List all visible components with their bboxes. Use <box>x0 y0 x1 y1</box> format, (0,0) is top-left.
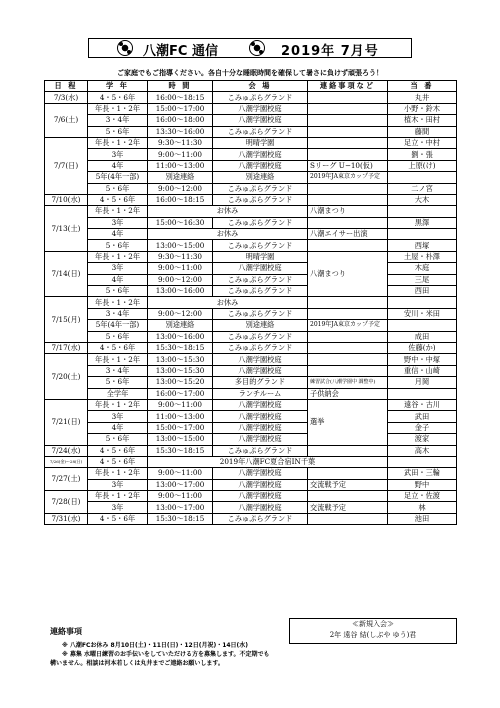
grade-cell: 3年 <box>88 479 148 490</box>
note-cell: 交流戦予定 <box>308 479 388 490</box>
col-duty: 当 番 <box>388 81 457 92</box>
footer-line-2: ※ 募集 水曜日練習のお手伝いをしていただける方を募集します。不定期でも <box>62 651 270 658</box>
venue-cell: 八潮学園校庭 <box>213 491 308 502</box>
venue-cell: 八潮学園校庭 <box>213 422 308 433</box>
note-cell <box>308 354 388 365</box>
venue-cell: こみゅぷらグランド <box>213 513 308 524</box>
table-row <box>45 513 457 524</box>
note-cell: 2019年JA東京カップ予定 <box>308 172 388 183</box>
table-row <box>45 194 457 205</box>
time-cell: 16:00〜18:00 <box>148 115 213 126</box>
note-cell <box>308 342 388 353</box>
note-cell <box>308 491 388 502</box>
note-cell: 交流戦予定 <box>308 502 388 513</box>
date-cell: 7/13(土) <box>45 206 88 252</box>
note-cell <box>308 103 388 114</box>
duty-cell: 月岡 <box>388 377 457 388</box>
time-cell: 9:00〜12:00 <box>148 308 213 319</box>
time-cell: 13:30〜16:00 <box>148 126 213 137</box>
note-cell <box>308 149 388 160</box>
grade-cell: 4年 <box>88 229 148 240</box>
duty-cell: 遠谷・古川 <box>388 399 457 410</box>
duty-cell: 大木 <box>388 194 457 205</box>
duty-cell: 足立・佐渡 <box>388 491 457 502</box>
duty-cell: 木庭 <box>388 263 457 274</box>
grade-cell: 年長・1・2年 <box>88 491 148 502</box>
col-time: 時 間 <box>148 81 213 92</box>
venue-cell: 八潮学園校庭 <box>213 263 308 274</box>
grade-cell: 5・6年 <box>88 240 148 251</box>
grade-cell: 5・6年 <box>88 331 148 342</box>
venue-cell: こみゅぷらグランド <box>213 342 308 353</box>
table-row <box>45 342 457 353</box>
grade-cell: 3年 <box>88 149 148 160</box>
col-notes: 連絡事項など <box>308 81 388 92</box>
venue-cell: こみゅぷらグランド <box>213 274 308 285</box>
time-cell: 別途連絡 <box>148 320 213 331</box>
venue-cell: 八潮学園校庭 <box>213 399 308 410</box>
venue-cell: 八潮学園校庭 <box>213 160 308 171</box>
note-cell <box>308 297 388 308</box>
duty-cell: 金子 <box>388 422 457 433</box>
table-row <box>45 365 457 376</box>
time-cell: 13:00〜15:30 <box>148 365 213 376</box>
date-cell: 7/20(土) <box>45 354 88 400</box>
venue-cell: 八潮学園校庭 <box>213 434 308 445</box>
duty-cell: 西塚 <box>388 240 457 251</box>
note-cell <box>308 468 388 479</box>
grade-cell: 5・6年 <box>88 286 148 297</box>
duty-cell: 林 <box>388 502 457 513</box>
time-cell: 9:00〜11:00 <box>148 263 213 274</box>
note-cell: 練習試合(八潮学園中 調整中) <box>308 377 388 388</box>
merged-matsuri-cell: 八潮まつり <box>308 251 388 297</box>
table-row <box>45 331 457 342</box>
table-row <box>45 263 457 274</box>
duty-cell <box>388 172 457 183</box>
duty-cell: 成田 <box>388 331 457 342</box>
table-row <box>45 160 457 171</box>
venue-cell: こみゅぷらグランド <box>213 126 308 137</box>
duty-cell: 黒澤 <box>388 217 457 228</box>
venue-cell: こみゅぷらグランド <box>213 183 308 194</box>
note-cell <box>308 445 388 456</box>
date-cell: 7/28(日) <box>45 491 88 514</box>
grade-cell: 年長・1・2年 <box>88 354 148 365</box>
time-cell: 15:00〜16:30 <box>148 217 213 228</box>
soccer-ball-icon <box>117 40 133 56</box>
grade-cell: 3・4年 <box>88 308 148 319</box>
duty-cell: 上原(け) <box>388 160 457 171</box>
grade-cell: 4・5・6年 <box>88 513 148 524</box>
venue-cell: 八潮学園校庭 <box>213 149 308 160</box>
table-row <box>45 479 457 490</box>
duty-cell: 劉・張 <box>388 149 457 160</box>
grade-cell: 年長・1・2年 <box>88 206 148 217</box>
table-row <box>45 251 457 262</box>
grade-cell: 4・5・6年 <box>88 92 148 103</box>
table-row <box>45 240 457 251</box>
note-cell <box>308 513 388 524</box>
grade-cell: 5・6年 <box>88 377 148 388</box>
duty-cell <box>388 456 457 467</box>
duty-cell: 武田・三輪 <box>388 468 457 479</box>
table-row <box>45 411 457 422</box>
grade-cell: 年長・1・2年 <box>88 468 148 479</box>
footer-line-3: 構いません。相談は河本若しくは丸井までご連絡お願いします。 <box>50 660 224 667</box>
venue-cell: ランチルーム <box>213 388 308 399</box>
venue-cell: 明晴学園 <box>213 251 308 262</box>
time-cell: 13:00〜15:30 <box>148 354 213 365</box>
table-row <box>45 502 457 513</box>
note-cell <box>308 137 388 148</box>
time-cell: 9:00〜11:00 <box>148 491 213 502</box>
venue-cell: 八潮学園校庭 <box>213 502 308 513</box>
note-cell: 八潮エイサー出演 <box>308 229 388 240</box>
table-row <box>45 137 457 148</box>
footer-title: 連絡事項 <box>50 627 82 636</box>
time-cell: 16:00〜18:15 <box>148 194 213 205</box>
table-row <box>45 399 457 410</box>
venue-cell: 多目的グランド <box>213 377 308 388</box>
table-header-row <box>45 81 457 92</box>
grade-cell: 5・6年 <box>88 183 148 194</box>
time-cell: 9:00〜11:00 <box>148 149 213 160</box>
club-title: 八潮FC 通信 <box>143 44 218 59</box>
issue-date: 2019年 7月号 <box>281 44 379 59</box>
grade-cell: 3年 <box>88 502 148 513</box>
venue-cell: 八潮学園校庭 <box>213 468 308 479</box>
time-cell: 13:00〜15:00 <box>148 434 213 445</box>
col-grade: 学 年 <box>88 81 148 92</box>
new-member-title: ≪新規入会≫ <box>352 620 394 628</box>
venue-cell: 別途連絡 <box>213 172 308 183</box>
time-cell: 13:00〜15:00 <box>148 240 213 251</box>
table-row <box>45 274 457 285</box>
date-cell: 7/10(水) <box>45 194 88 205</box>
table-row <box>45 468 457 479</box>
duty-cell <box>388 229 457 240</box>
time-cell: 15:00〜17:00 <box>148 103 213 114</box>
merged-camp-cell: 2019年八潮FC夏合宿IN千葉 <box>148 456 388 467</box>
venue-cell: こみゅぷらグランド <box>213 194 308 205</box>
time-cell: 13:00〜15:20 <box>148 377 213 388</box>
merged-off-cell: お休み <box>148 206 308 217</box>
venue-cell: こみゅぷらグランド <box>213 331 308 342</box>
duty-cell: 野中・中塚 <box>388 354 457 365</box>
venue-cell: 八潮学園校庭 <box>213 479 308 490</box>
merged-off-cell: お休み <box>148 229 308 240</box>
date-cell: 7/6(土) <box>45 103 88 137</box>
duty-cell <box>388 388 457 399</box>
venue-cell: こみゅぷらグランド <box>213 308 308 319</box>
note-cell: 八潮まつり <box>308 206 388 217</box>
venue-cell: 明晴学園 <box>213 137 308 148</box>
venue-cell: こみゅぷらグランド <box>213 92 308 103</box>
duty-cell: 藤間 <box>388 126 457 137</box>
note-cell <box>308 126 388 137</box>
note-cell <box>308 365 388 376</box>
grade-cell: 5・6年 <box>88 126 148 137</box>
grade-cell: 3年 <box>88 263 148 274</box>
date-cell: 7/14(日) <box>45 251 88 297</box>
duty-cell: 安川・米田 <box>388 308 457 319</box>
table-row <box>45 308 457 319</box>
time-cell: 9:00〜11:00 <box>148 468 213 479</box>
notice-text: ご家庭でもご指導ください。各自十分な睡眠時間を確保して暑さに負けず頑張ろう！ <box>117 69 383 77</box>
merged-election-cell: 選挙 <box>308 399 388 445</box>
duty-cell: 土屋・朴澤 <box>388 251 457 262</box>
time-cell: 別途連絡 <box>148 172 213 183</box>
time-cell: 11:00〜13:00 <box>148 411 213 422</box>
grade-cell: 4年 <box>88 422 148 433</box>
time-cell: 16:00〜18:15 <box>148 92 213 103</box>
venue-cell: 八潮学園校庭 <box>213 103 308 114</box>
merged-off-cell: お休み <box>148 297 308 308</box>
duty-cell: 佐藤(か) <box>388 342 457 353</box>
time-cell: 13:00〜16:00 <box>148 286 213 297</box>
duty-cell: 野中 <box>388 479 457 490</box>
date-cell: 7/3(水) <box>45 92 88 103</box>
grade-cell: 年長・1・2年 <box>88 251 148 262</box>
grade-cell: 年長・1・2年 <box>88 103 148 114</box>
table-row <box>45 286 457 297</box>
venue-cell: こみゅぷらグランド <box>213 240 308 251</box>
table-row <box>45 149 457 160</box>
grade-cell: 年長・1・2年 <box>88 399 148 410</box>
venue-cell: 八潮学園校庭 <box>213 115 308 126</box>
grade-cell: 5年(4年一部) <box>88 320 148 331</box>
duty-cell: 武田 <box>388 411 457 422</box>
grade-cell: 年長・1・2年 <box>88 297 148 308</box>
note-cell <box>308 92 388 103</box>
duty-cell <box>388 320 457 331</box>
time-cell: 13:00〜17:00 <box>148 502 213 513</box>
date-cell: 7/17(水) <box>45 342 88 353</box>
duty-cell: 渡家 <box>388 434 457 445</box>
duty-cell: 高木 <box>388 445 457 456</box>
venue-cell: こみゅぷらグランド <box>213 445 308 456</box>
time-cell: 9:30〜11:30 <box>148 137 213 148</box>
duty-cell: 池田 <box>388 513 457 524</box>
time-cell: 13:00〜17:00 <box>148 479 213 490</box>
note-cell <box>308 115 388 126</box>
table-row <box>45 320 457 331</box>
date-cell: 7/26(金)〜28(日) <box>45 456 88 467</box>
venue-cell: 八潮学園校庭 <box>213 365 308 376</box>
time-cell: 13:00〜16:00 <box>148 331 213 342</box>
date-cell: 7/27(土) <box>45 468 88 491</box>
time-cell: 15:30〜18:15 <box>148 342 213 353</box>
venue-cell: 八潮学園校庭 <box>213 354 308 365</box>
time-cell: 9:00〜12:00 <box>148 183 213 194</box>
grade-cell: 3年 <box>88 411 148 422</box>
table-row <box>45 388 457 399</box>
date-cell: 7/31(水) <box>45 513 88 524</box>
note-cell <box>308 240 388 251</box>
table-row <box>45 126 457 137</box>
schedule-table <box>44 80 457 525</box>
duty-cell <box>388 297 457 308</box>
note-cell <box>308 217 388 228</box>
time-cell: 9:00〜12:00 <box>148 274 213 285</box>
table-row <box>45 115 457 126</box>
table-row <box>45 229 457 240</box>
table-row <box>45 103 457 114</box>
duty-cell: 重信・山崎 <box>388 365 457 376</box>
grade-cell: 3・4年 <box>88 115 148 126</box>
duty-cell: 三尾 <box>388 274 457 285</box>
grade-cell: 4・5・6年 <box>88 342 148 353</box>
table-row <box>45 456 457 467</box>
venue-cell: 八潮学園校庭 <box>213 411 308 422</box>
table-row <box>45 172 457 183</box>
date-cell: 7/7(日) <box>45 137 88 194</box>
note-cell <box>308 183 388 194</box>
duty-cell: 足立・中村 <box>388 137 457 148</box>
venue-cell: こみゅぷらグランド <box>213 286 308 297</box>
col-date: 日 程 <box>45 81 88 92</box>
grade-cell: 年長・1・2年 <box>88 137 148 148</box>
grade-cell: 4・5・6年 <box>88 445 148 456</box>
date-cell: 7/24(水) <box>45 445 88 456</box>
time-cell: 9:00〜11:00 <box>148 399 213 410</box>
table-row <box>45 445 457 456</box>
table-row <box>45 377 457 388</box>
time-cell: 16:00〜17:00 <box>148 388 213 399</box>
grade-cell: 4年 <box>88 160 148 171</box>
duty-cell: 西田 <box>388 286 457 297</box>
duty-cell: 二ノ宮 <box>388 183 457 194</box>
grade-cell: 5・6年 <box>88 434 148 445</box>
note-cell <box>308 331 388 342</box>
duty-cell <box>388 206 457 217</box>
soccer-ball-icon <box>249 40 265 56</box>
date-cell: 7/21(日) <box>45 399 88 445</box>
grade-cell: 全学年 <box>88 388 148 399</box>
new-member-box <box>289 618 457 644</box>
table-row <box>45 217 457 228</box>
table-row <box>45 92 457 103</box>
note-cell: Sリーグ U−10(仮) <box>308 160 388 171</box>
duty-cell: 小野・鈴木 <box>388 103 457 114</box>
venue-cell: 別途連絡 <box>213 320 308 331</box>
table-row <box>45 206 457 217</box>
date-cell: 7/15(月) <box>45 297 88 343</box>
grade-cell: 3年 <box>88 217 148 228</box>
table-row <box>45 434 457 445</box>
grade-cell: 3・4年 <box>88 365 148 376</box>
table-row <box>45 491 457 502</box>
venue-cell: こみゅぷらグランド <box>213 217 308 228</box>
time-cell: 11:00〜13:00 <box>148 160 213 171</box>
note-cell: 2019年JA東京カップ予定 <box>308 320 388 331</box>
grade-cell: 4・5・6年 <box>88 194 148 205</box>
note-cell <box>308 308 388 319</box>
newsletter-header <box>88 38 412 58</box>
table-row <box>45 183 457 194</box>
time-cell: 15:30〜18:15 <box>148 445 213 456</box>
grade-cell: 5年(4年一部) <box>88 172 148 183</box>
table-row <box>45 422 457 433</box>
time-cell: 15:00〜17:00 <box>148 422 213 433</box>
note-cell: 子供納会 <box>308 388 388 399</box>
duty-cell: 丸井 <box>388 92 457 103</box>
grade-cell: 4・5・6年 <box>88 456 148 467</box>
footer-line-1: ※ 八潮FCお休み 8月10日(土)・11日(日)・12日(月祝)・14日(水) <box>62 642 249 649</box>
col-venue: 会 場 <box>213 81 308 92</box>
grade-cell: 4年 <box>88 274 148 285</box>
table-row <box>45 297 457 308</box>
duty-cell: 植木・田村 <box>388 115 457 126</box>
time-cell: 9:30〜11:30 <box>148 251 213 262</box>
time-cell: 15:30〜18:15 <box>148 513 213 524</box>
table-row <box>45 354 457 365</box>
new-member-name: 2年 遠谷 結(しぶや ゆう)君 <box>329 631 417 639</box>
note-cell <box>308 194 388 205</box>
